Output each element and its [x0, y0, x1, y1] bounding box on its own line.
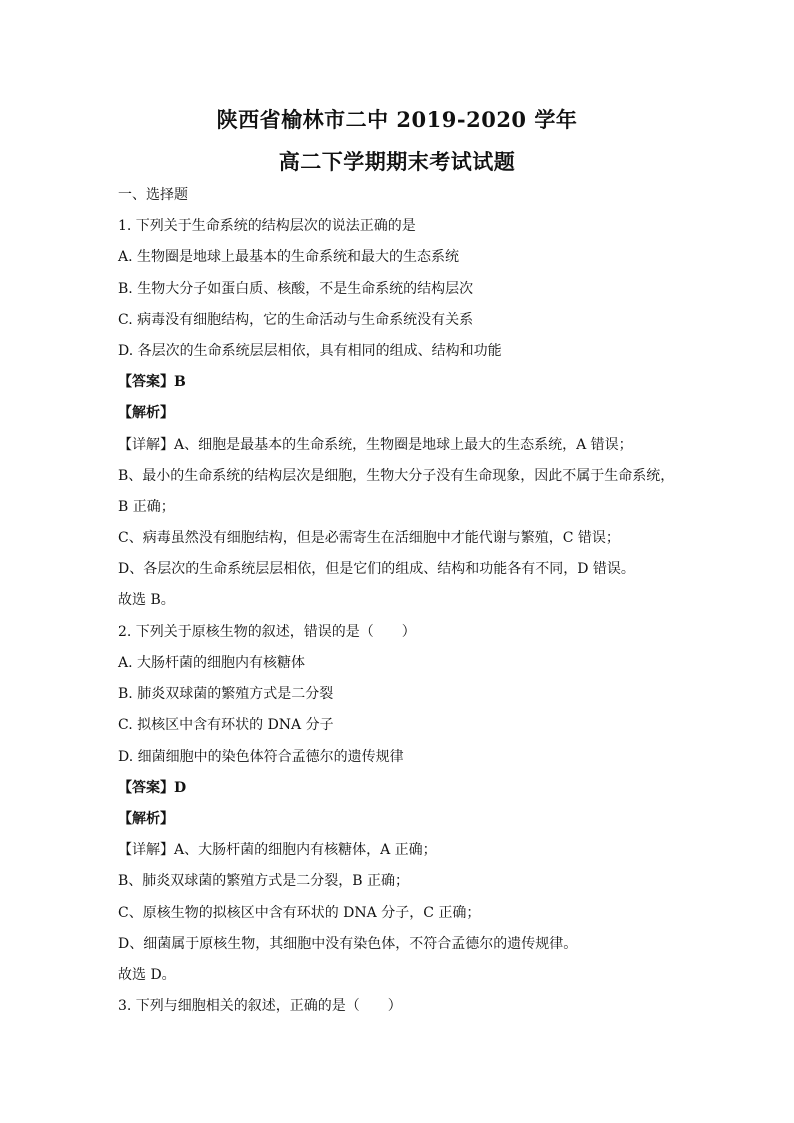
question-2-stem: 2. 下列关于原核生物的叙述，错误的是（ ） [118, 624, 416, 640]
question-1-detail-b: B、最小的生命系统的结构层次是细胞，生物大分子没有生命现象，因此不属于生命系统， [118, 468, 675, 484]
question-1-detail-b-cont: B 正确； [118, 499, 175, 515]
question-3-stem: 3. 下列与细胞相关的叙述，正确的是（ ） [118, 998, 402, 1014]
question-2-option-c: C. 拟核区中含有环状的 DNA 分子 [118, 717, 334, 733]
question-1-stem: 1. 下列关于生命系统的结构层次的说法正确的是 [118, 218, 416, 234]
question-1-option-d: D. 各层次的生命系统层层相依，具有相同的组成、结构和功能 [118, 343, 502, 359]
question-1-answer: 【答案】B [118, 374, 186, 390]
question-1-analysis-label: 【解析】 [118, 405, 174, 421]
question-1-detail-c: C、病毒虽然没有细胞结构，但是必需寄生在活细胞中才能代谢与繁殖，C 错误； [118, 530, 620, 546]
question-2-detail-a: 【详解】A、大肠杆菌的细胞内有核糖体，A 正确； [118, 842, 437, 858]
question-2-option-d: D. 细菌细胞中的染色体符合孟德尔的遗传规律 [118, 749, 404, 765]
question-2-answer: 【答案】D [118, 780, 187, 796]
question-1-option-b: B. 生物大分子如蛋白质、核酸，不是生命系统的结构层次 [118, 281, 474, 297]
question-2-analysis-label: 【解析】 [118, 811, 174, 827]
question-2-detail-c: C、原核生物的拟核区中含有环状的 DNA 分子，C 正确； [118, 905, 481, 921]
section-heading: 一、选择题 [118, 187, 188, 203]
question-2-option-a: A. 大肠杆菌的细胞内有核糖体 [118, 655, 306, 671]
question-2-detail-b: B、肺炎双球菌的繁殖方式是二分裂，B 正确； [118, 873, 410, 889]
question-1-option-c: C. 病毒没有细胞结构，它的生命活动与生命系统没有关系 [118, 312, 474, 328]
document-title-line1: 陕西省榆林市二中 2019-2020 学年 [216, 107, 578, 132]
question-1-detail-d: D、各层次的生命系统层层相依，但是它们的组成、结构和功能各有不同，D 错误。 [118, 561, 635, 577]
question-1-detail-a: 【详解】A、细胞是最基本的生命系统，生物圈是地球上最大的生态系统，A 错误； [118, 437, 633, 453]
question-2-option-b: B. 肺炎双球菌的繁殖方式是二分裂 [118, 686, 334, 702]
question-1-option-a: A. 生物圈是地球上最基本的生命系统和最大的生态系统 [118, 249, 460, 265]
question-2-conclusion: 故选 D。 [118, 967, 176, 983]
document-title-line2: 高二下学期期末考试试题 [278, 149, 516, 174]
question-1-conclusion: 故选 B。 [118, 592, 175, 608]
question-2-detail-d: D、细菌属于原核生物，其细胞中没有染色体，不符合孟德尔的遗传规律。 [118, 936, 578, 952]
